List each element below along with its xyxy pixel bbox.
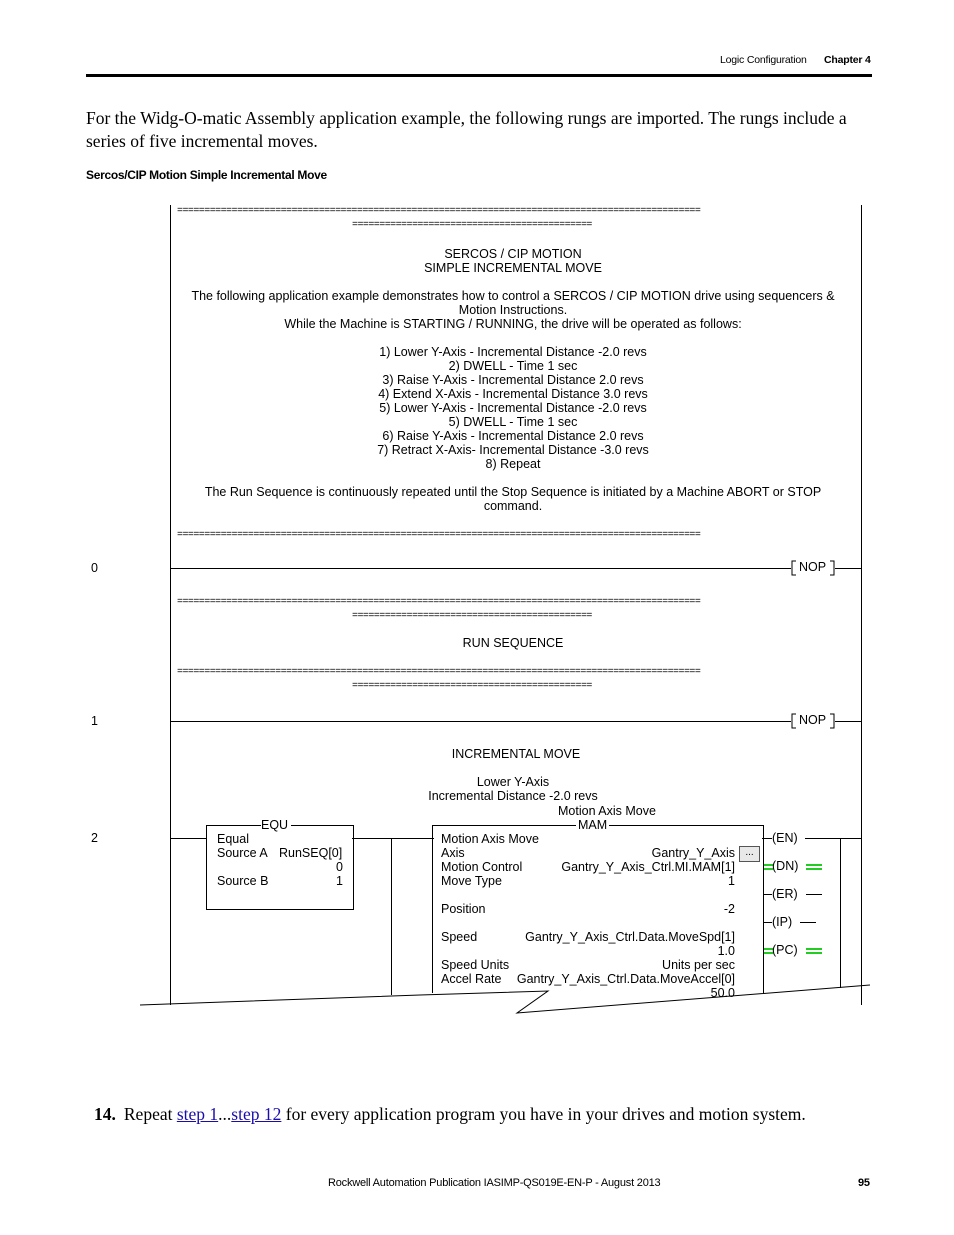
coil-text: EN (776, 831, 794, 845)
coil-label: (PC) (772, 943, 798, 957)
mam-name: MAM (578, 818, 608, 832)
rung-number: 1 (91, 714, 98, 728)
equ-source-b-value: 1 (336, 874, 343, 888)
equ-source-b-label: Source B (217, 874, 269, 888)
mam-top-border-left (433, 825, 576, 826)
comment-separator: ================================================================================================ (177, 667, 701, 678)
rung-number: 0 (91, 561, 98, 575)
mam-axis-label: Axis (441, 846, 465, 860)
comment-title-line: SERCOS / CIP MOTION (444, 247, 582, 261)
mam-position-label: Position (441, 902, 486, 916)
coil-label: (DN) (772, 859, 799, 873)
comment-step: 5) DWELL - Time 1 sec (448, 415, 578, 429)
comment-line: Incremental Distance -2.0 revs (428, 789, 598, 803)
comment-title: RUN SEQUENCE (462, 636, 564, 650)
output-coil-ip[interactable] (764, 915, 824, 931)
mam-position-value: -2 (723, 902, 735, 916)
comment-separator: ================================================================================================ (177, 206, 701, 217)
output-coil-er[interactable] (764, 887, 824, 903)
comment-separator: ============================================ (352, 681, 592, 692)
equ-source-a-label: Source A (217, 846, 268, 860)
output-coil-dn[interactable] (764, 859, 824, 875)
rung-wire (352, 838, 434, 839)
nop-instruction[interactable] (790, 560, 836, 576)
coil-lead (764, 838, 772, 839)
rung-wire (805, 838, 861, 839)
comment-step: 4) Extend X-Axis - Incremental Distance 3.0 revs (378, 387, 648, 401)
comment-step: 3) Raise Y-Axis - Incremental Distance 2.0 revs (382, 373, 644, 387)
comment-line: The Run Sequence is continuously repeated until the Stop Sequence is initiated by a Machine ABORT or STOP (204, 485, 822, 499)
coil-lead (764, 922, 772, 923)
mam-control-value: Gantry_Y_Axis_Ctrl.MI.MAM[1] (561, 860, 735, 874)
comment-separator: ================================================================================================ (177, 597, 701, 608)
coil-label: (IP) (772, 915, 793, 929)
mam-units-label: Speed Units (441, 958, 510, 972)
comment-line: The following application example demonstrates how to control a SERCOS / CIP MOTION drive using sequencers & (191, 289, 835, 303)
output-coil-en[interactable] (764, 831, 824, 847)
rung-wire (835, 721, 861, 722)
mam-speed-value: 1.0 (717, 944, 735, 958)
rung-wire (171, 568, 791, 569)
page-number: 95 (858, 1177, 870, 1189)
rung-wire (171, 721, 791, 722)
equ-title: Equal (217, 832, 249, 846)
comment-separator: ============================================ (352, 220, 592, 231)
coil-text: DN (776, 859, 795, 873)
comment-note (176, 485, 850, 513)
nop-label: NOP (799, 560, 827, 574)
coil-text: ER (776, 887, 794, 901)
mam-control-label: Motion Control (441, 860, 523, 874)
comment-line: Lower Y-Axis (476, 775, 550, 789)
comment-line: While the Machine is STARTING / RUNNING, the drive will be operated as follows: (284, 317, 742, 331)
mam-axis-value: Gantry_Y_Axis (651, 846, 735, 860)
header-chapter: Chapter 4 (824, 54, 871, 66)
mam-speed-tag: Gantry_Y_Axis_Ctrl.Data.MoveSpd[1] (525, 930, 735, 944)
coil-lead-active (806, 864, 822, 870)
comment-step: 5) Lower Y-Axis - Incremental Distance -2.0 revs (379, 401, 647, 415)
coil-lead (800, 922, 816, 923)
header-section: Logic Configuration (720, 54, 807, 66)
mam-movetype-label: Move Type (441, 874, 502, 888)
mam-top-border-right (609, 825, 763, 826)
branch-wire (840, 838, 841, 988)
mam-units-value: Units per sec (662, 958, 735, 972)
step-1-link[interactable]: step 1 (176, 1104, 219, 1124)
equ-source-a-value: 0 (336, 860, 343, 874)
torn-edge (0, 982, 954, 1022)
coil-label: (EN) (772, 831, 798, 845)
mam-description: Motion Axis Move (558, 804, 656, 818)
coil-lead (764, 894, 772, 895)
comment-step: 2) DWELL - Time 1 sec (448, 359, 578, 373)
comment-title (176, 247, 850, 275)
coil-label: (ER) (772, 887, 798, 901)
comment-line: Motion Instructions. (458, 303, 568, 317)
step-number: 14. (94, 1104, 116, 1124)
comment-title: INCREMENTAL MOVE (451, 747, 581, 761)
comment-steps (176, 345, 850, 471)
equ-name: EQU (261, 818, 289, 832)
step-text: Repeat (123, 1104, 177, 1124)
mam-accel-value: 50.0 (710, 986, 735, 1000)
axis-browse-button[interactable] (739, 846, 760, 862)
coil-lead-active (806, 948, 822, 954)
comment-step: 8) Repeat (485, 457, 541, 471)
axis-browse-ellipsis: ... (745, 847, 754, 858)
nop-instruction[interactable] (790, 713, 836, 729)
right-power-rail (861, 205, 862, 1005)
mam-speed-label: Speed (441, 930, 478, 944)
comment-title-line: SIMPLE INCREMENTAL MOVE (424, 261, 602, 275)
step-ellipsis: ... (218, 1104, 232, 1124)
figure-caption: Sercos/CIP Motion Simple Incremental Move (86, 168, 327, 182)
branch-wire (391, 838, 392, 995)
comment-lines (176, 775, 856, 803)
equ-instruction[interactable] (206, 818, 354, 910)
step-text: for every application program you have in your drives and motion system. (281, 1104, 806, 1124)
comment-description (176, 289, 850, 331)
mam-accel-label: Accel Rate (441, 972, 502, 986)
output-coil-pc[interactable] (764, 943, 824, 959)
nop-label: NOP (799, 713, 827, 727)
step-14 (94, 1104, 806, 1125)
footer-publication: Rockwell Automation Publication IASIMP-QS019E-EN-P - August 2013 (328, 1177, 661, 1189)
left-power-rail (170, 205, 171, 1005)
mam-movetype-value: 1 (728, 874, 735, 888)
mam-title: Motion Axis Move (441, 832, 539, 846)
rung-number: 2 (91, 831, 98, 845)
rung-wire (835, 568, 861, 569)
comment-step: 6) Raise Y-Axis - Incremental Distance 2.0 revs (382, 429, 644, 443)
comment-separator: ============================================ (352, 611, 592, 622)
intro-paragraph: For the Widg-O-matic Assembly application example, the following rungs are imported. The rungs include a series of five incremental moves. (86, 108, 847, 151)
step-12-link[interactable]: step 12 (231, 1104, 282, 1124)
mam-accel-tag: Gantry_Y_Axis_Ctrl.Data.MoveAccel[0] (516, 972, 735, 986)
coil-text: PC (776, 943, 794, 957)
comment-step: 1) Lower Y-Axis - Incremental Distance -2.0 revs (379, 345, 647, 359)
comment-step: 7) Retract X-Axis- Incremental Distance -3.0 revs (377, 443, 649, 457)
rung-wire (171, 838, 207, 839)
coil-lead (806, 894, 822, 895)
equ-top-border-left (207, 825, 261, 826)
comment-line: command. (483, 499, 543, 513)
comment-separator: ================================================================================================ (177, 530, 701, 541)
equ-source-a-tag: RunSEQ[0] (279, 846, 343, 860)
equ-top-border-right (291, 825, 353, 826)
coil-text: IP (776, 915, 788, 929)
mam-instruction[interactable] (432, 818, 764, 1000)
